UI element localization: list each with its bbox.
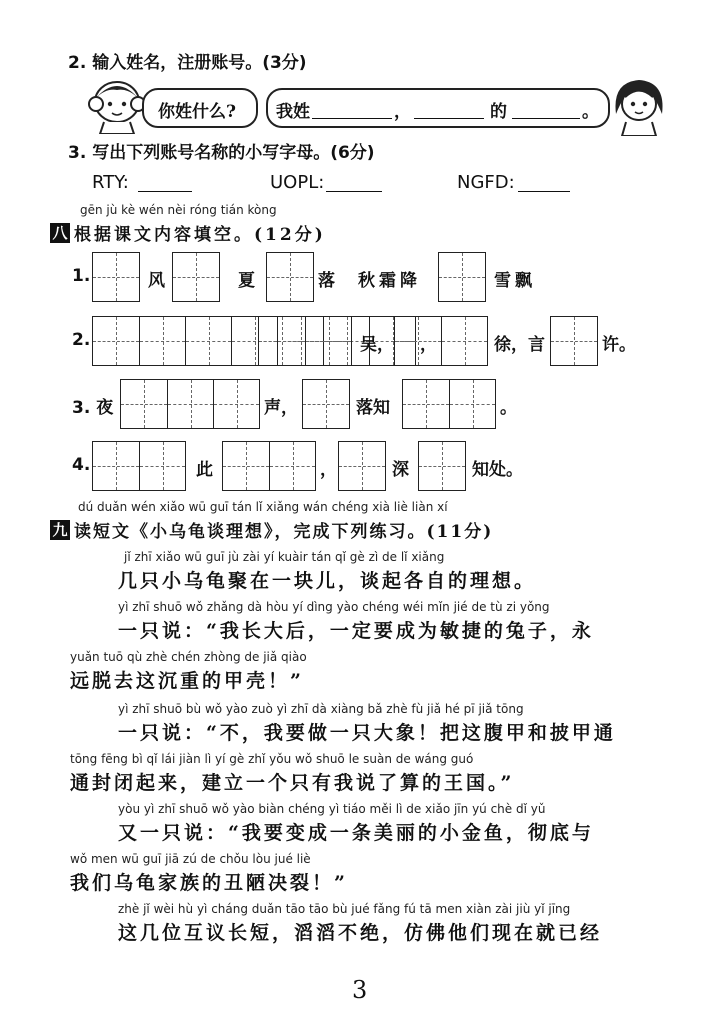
r3-text-a: 声， <box>264 398 298 418</box>
r4-num: 4. <box>72 455 91 475</box>
passage-pinyin-7: wǒ men wū guī jiā zú de chǒu lòu jué liè <box>70 852 311 866</box>
r4-grid-d[interactable] <box>418 441 466 491</box>
r4-text-d: 知处。 <box>472 460 523 480</box>
r3-text-c: 。 <box>500 398 517 418</box>
r4-grid-c[interactable] <box>338 441 386 491</box>
sec8-number-badge: 八 <box>50 223 70 243</box>
q3-title: 3. 写出下列账号名称的小写字母。(6分) <box>68 143 375 163</box>
q3-blank-ngfd[interactable] <box>518 173 570 192</box>
r1-grid-b[interactable] <box>172 252 220 302</box>
r4-grid-b[interactable] <box>222 441 316 491</box>
surname-char-blank[interactable] <box>414 98 484 119</box>
r2-grid-d[interactable] <box>550 316 598 366</box>
r1-text-a: 风 <box>148 271 165 291</box>
r2-text-b: 吴， <box>360 335 394 355</box>
q3-item-ngfd: NGFD: <box>457 172 515 193</box>
passage-line-7: 我们乌龟家族的丑陋决裂！” <box>70 872 348 894</box>
passage-line-5: 通封闭起来，建立一个只有我说了算的王国。” <box>70 772 515 794</box>
r2-num: 2. <box>72 330 91 350</box>
bubble-surname-label: 我姓 <box>276 102 310 122</box>
passage-line-4: 一只说：“不，我要做一只大象！把这腹甲和披甲通 <box>118 722 616 744</box>
r4-text-b: ， <box>320 460 337 480</box>
q3-blank-rty[interactable] <box>138 173 192 192</box>
speech-bubble-right <box>266 88 610 128</box>
r2-text-d: 许。 <box>602 335 636 355</box>
r3-num: 3. 夜 <box>72 398 114 418</box>
q3-item-uopl: UOPL: <box>270 172 325 193</box>
r2-text-c: 徐，言 <box>494 335 545 355</box>
sec8-header <box>50 220 326 245</box>
passage-pinyin-4: yì zhī shuō bù wǒ yào zuò yì zhī dà xiàng bǎ zhè fù jiǎ hé pī jiǎ tōng <box>118 702 524 716</box>
surname-blank[interactable] <box>312 98 392 119</box>
page-number: 3 <box>352 976 368 1004</box>
sec9-number-badge: 九 <box>50 520 70 540</box>
passage-line-2: 一只说：“我长大后，一定要成为敏捷的兔子，永 <box>118 620 594 642</box>
sec9-pinyin: dú duǎn wén xiǎo wū guī tán lǐ xiǎng wán chéng xià liè liàn xí <box>78 500 448 514</box>
name-char-blank[interactable] <box>512 98 580 119</box>
r1-text-b: 夏 <box>238 271 255 291</box>
bubble-left-text: 你姓什么? <box>158 102 236 122</box>
q3-item-rty: RTY: <box>92 172 129 193</box>
r4-text-a: 此 <box>196 460 213 480</box>
bubble-end: 。 <box>582 102 599 122</box>
r4-grid-a[interactable] <box>92 441 186 491</box>
r1-grid-d[interactable] <box>438 252 486 302</box>
r1-num: 1. <box>72 266 91 286</box>
speech-bubble-left <box>142 88 258 128</box>
r2-grid-b[interactable] <box>258 316 352 366</box>
r1-grid-c[interactable] <box>266 252 314 302</box>
passage-pinyin-1: jǐ zhī xiǎo wū guī jù zài yí kuàir tán qǐ gè zì de lǐ xiǎng <box>124 550 445 564</box>
passage-pinyin-5: tōng fēng bì qǐ lái jiàn lì yí gè zhǐ yǒu wǒ shuō le suàn de wáng guó <box>70 752 474 766</box>
q2-title: 2. 输入姓名，注册账号。(3分) <box>68 53 307 73</box>
passage-pinyin-2: yì zhī shuō wǒ zhǎng dà hòu yí dìng yào chéng wéi mǐn jié de tù zi yǒng <box>118 600 550 614</box>
passage-pinyin-6: yòu yì zhī shuō wǒ yào biàn chéng yì tiáo měi lì de xiǎo jīn yú chè dǐ yǔ <box>118 802 546 816</box>
bubble-de: 的 <box>490 102 507 122</box>
passage-line-3: 远脱去这沉重的甲壳！” <box>70 670 304 692</box>
sec8-title: 根据课文内容填空。(12分) <box>74 225 326 245</box>
passage-pinyin-8: zhè jǐ wèi hù yì cháng duǎn tāo tāo bù jué fǎng fú tā men xiàn zài jiù yǐ jīng <box>118 902 571 916</box>
r1-text-d: 秋霜降 <box>358 271 421 291</box>
girl-avatar-left <box>88 76 146 134</box>
r1-text-e: 雪飘 <box>494 271 536 291</box>
r3-grid-b[interactable] <box>302 379 350 429</box>
q3-blank-uopl[interactable] <box>326 173 382 192</box>
r3-grid-a[interactable] <box>120 379 260 429</box>
r2-grid-c[interactable] <box>394 316 488 366</box>
sec8-pinyin: gēn jù kè wén nèi róng tián kòng <box>80 203 277 217</box>
passage-pinyin-3: yuǎn tuō qù zhè chén zhòng de jiǎ qiào <box>70 650 307 664</box>
r2-text-a: ， <box>420 335 437 355</box>
sec9-title: 读短文《小乌龟谈理想》，完成下列练习。(11分) <box>74 522 494 542</box>
r1-grid-a[interactable] <box>92 252 140 302</box>
girl-avatar-right <box>610 74 668 136</box>
passage-line-8: 这几位互议长短，滔滔不绝，仿佛他们现在就已经 <box>118 922 603 944</box>
r4-text-c: 深 <box>392 460 409 480</box>
bubble-comma: ， <box>394 102 411 122</box>
passage-line-1: 几只小乌龟聚在一块儿，谈起各自的理想。 <box>118 570 537 592</box>
sec9-header <box>50 517 493 542</box>
r1-text-c: 落 <box>318 271 335 291</box>
r3-grid-c[interactable] <box>402 379 496 429</box>
passage-line-6: 又一只说：“我要变成一条美丽的小金鱼，彻底与 <box>118 822 594 844</box>
r3-text-b: 落知 <box>356 398 390 418</box>
